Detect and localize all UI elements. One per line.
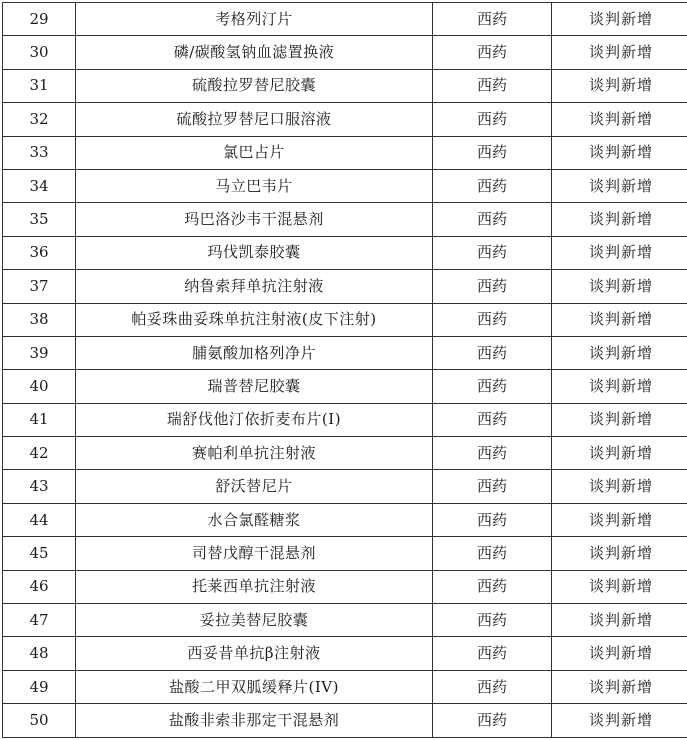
row-number-cell: 29: [3, 3, 76, 36]
drug-type-cell: 西药: [433, 336, 552, 369]
row-number-cell: 30: [3, 36, 76, 69]
status-cell: 谈判新增: [552, 637, 687, 670]
table-row: [3, 437, 687, 470]
row-number-cell: 34: [3, 169, 76, 202]
drug-type-cell: 西药: [433, 403, 552, 436]
drug-name-cell: 司替戊醇干混悬剂: [76, 537, 433, 570]
table-row: [3, 169, 687, 202]
drug-type-cell: 西药: [433, 704, 552, 737]
table-row: [3, 704, 687, 737]
drug-type-cell: 西药: [433, 136, 552, 169]
drug-name-cell: 帕妥珠曲妥珠单抗注射液(皮下注射): [76, 303, 433, 336]
drug-name-cell: 马立巴韦片: [76, 169, 433, 202]
status-cell: 谈判新增: [552, 437, 687, 470]
drug-type-cell: 西药: [433, 103, 552, 136]
row-number-cell: 44: [3, 503, 76, 536]
drug-name-cell: 硫酸拉罗替尼胶囊: [76, 69, 433, 102]
drug-name-cell: 瑞普替尼胶囊: [76, 370, 433, 403]
drug-type-cell: 西药: [433, 370, 552, 403]
status-cell: 谈判新增: [552, 370, 687, 403]
table-row: [3, 503, 687, 536]
drug-type-cell: 西药: [433, 236, 552, 269]
row-number-cell: 33: [3, 136, 76, 169]
status-cell: 谈判新增: [552, 169, 687, 202]
status-cell: 谈判新增: [552, 270, 687, 303]
table-row: [3, 236, 687, 269]
table-row: [3, 69, 687, 102]
status-cell: 谈判新增: [552, 336, 687, 369]
table-row: [3, 403, 687, 436]
drug-type-cell: 西药: [433, 537, 552, 570]
status-cell: 谈判新增: [552, 670, 687, 703]
drug-type-cell: 西药: [433, 637, 552, 670]
status-cell: 谈判新增: [552, 303, 687, 336]
row-number-cell: 46: [3, 570, 76, 603]
status-cell: 谈判新增: [552, 36, 687, 69]
row-number-cell: 39: [3, 336, 76, 369]
row-number-cell: 41: [3, 403, 76, 436]
status-cell: 谈判新增: [552, 570, 687, 603]
drug-type-cell: 西药: [433, 169, 552, 202]
status-cell: 谈判新增: [552, 604, 687, 637]
row-number-cell: 38: [3, 303, 76, 336]
row-number-cell: 42: [3, 437, 76, 470]
status-cell: 谈判新增: [552, 103, 687, 136]
drug-type-cell: 西药: [433, 604, 552, 637]
drug-name-cell: 舒沃替尼片: [76, 470, 433, 503]
row-number-cell: 43: [3, 470, 76, 503]
drug-type-cell: 西药: [433, 203, 552, 236]
drug-name-cell: 水合氯醛糖浆: [76, 503, 433, 536]
drug-name-cell: 脯氨酸加格列净片: [76, 336, 433, 369]
drug-type-cell: 西药: [433, 270, 552, 303]
drug-name-cell: 盐酸非索非那定干混悬剂: [76, 704, 433, 737]
status-cell: 谈判新增: [552, 537, 687, 570]
drug-name-cell: 玛伐凯泰胶囊: [76, 236, 433, 269]
status-cell: 谈判新增: [552, 203, 687, 236]
table-row: [3, 604, 687, 637]
table-row: [3, 203, 687, 236]
status-cell: 谈判新增: [552, 236, 687, 269]
table-body: [3, 3, 687, 738]
status-cell: 谈判新增: [552, 704, 687, 737]
status-cell: 谈判新增: [552, 69, 687, 102]
drug-name-cell: 盐酸二甲双胍缓释片(IV): [76, 670, 433, 703]
table-row: [3, 670, 687, 703]
row-number-cell: 45: [3, 537, 76, 570]
drug-name-cell: 西妥昔单抗β注射液: [76, 637, 433, 670]
table-row: [3, 336, 687, 369]
drug-name-cell: 硫酸拉罗替尼口服溶液: [76, 103, 433, 136]
drug-name-cell: 纳鲁索拜单抗注射液: [76, 270, 433, 303]
drug-type-cell: 西药: [433, 570, 552, 603]
table-row: [3, 570, 687, 603]
row-number-cell: 40: [3, 370, 76, 403]
drug-type-cell: 西药: [433, 36, 552, 69]
status-cell: 谈判新增: [552, 503, 687, 536]
table-row: [3, 270, 687, 303]
drug-name-cell: 氯巴占片: [76, 136, 433, 169]
drug-type-cell: 西药: [433, 470, 552, 503]
row-number-cell: 49: [3, 670, 76, 703]
drug-name-cell: 考格列汀片: [76, 3, 433, 36]
drug-name-cell: 磷/碳酸氢钠血滤置换液: [76, 36, 433, 69]
drug-name-cell: 妥拉美替尼胶囊: [76, 604, 433, 637]
row-number-cell: 35: [3, 203, 76, 236]
status-cell: 谈判新增: [552, 403, 687, 436]
table-row: [3, 470, 687, 503]
drug-type-cell: 西药: [433, 303, 552, 336]
drug-name-cell: 托莱西单抗注射液: [76, 570, 433, 603]
row-number-cell: 36: [3, 236, 76, 269]
drug-name-cell: 瑞舒伐他汀依折麦布片(Ⅰ): [76, 403, 433, 436]
row-number-cell: 32: [3, 103, 76, 136]
table-row: [3, 537, 687, 570]
drug-type-cell: 西药: [433, 503, 552, 536]
drug-name-cell: 赛帕利单抗注射液: [76, 437, 433, 470]
drug-name-cell: 玛巴洛沙韦干混悬剂: [76, 203, 433, 236]
table-row: [3, 36, 687, 69]
drug-type-cell: 西药: [433, 670, 552, 703]
status-cell: 谈判新增: [552, 3, 687, 36]
drug-list-table: [2, 2, 687, 738]
table-row: [3, 370, 687, 403]
row-number-cell: 48: [3, 637, 76, 670]
drug-type-cell: 西药: [433, 437, 552, 470]
drug-type-cell: 西药: [433, 69, 552, 102]
table-row: [3, 3, 687, 36]
row-number-cell: 47: [3, 604, 76, 637]
drug-type-cell: 西药: [433, 3, 552, 36]
table-row: [3, 136, 687, 169]
row-number-cell: 50: [3, 704, 76, 737]
row-number-cell: 31: [3, 69, 76, 102]
table-row: [3, 637, 687, 670]
row-number-cell: 37: [3, 270, 76, 303]
table-row: [3, 103, 687, 136]
status-cell: 谈判新增: [552, 470, 687, 503]
table-row: [3, 303, 687, 336]
status-cell: 谈判新增: [552, 136, 687, 169]
